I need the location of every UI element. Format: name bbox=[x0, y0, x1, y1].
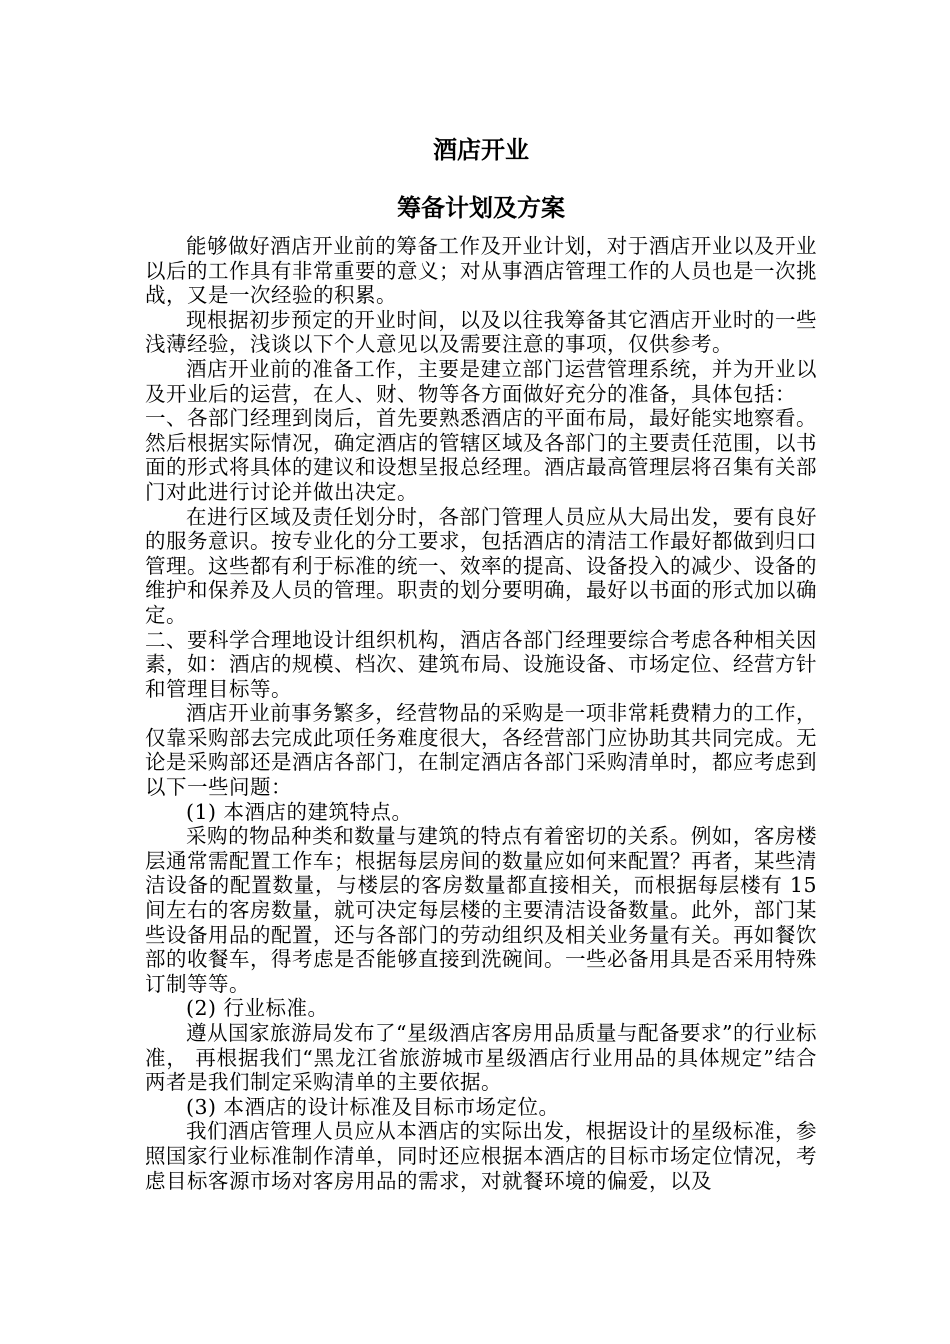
paragraph: 能够做好酒店开业前的筹备工作及开业计划，对于酒店开业以及开业以后的工作具有非常重要的意义；对从事酒店管理工作的人员也是一次挑战，又是一次经验的积累。 bbox=[145, 234, 817, 308]
paragraph: 遵从国家旅游局发布了“星级酒店客房用品质量与配备要求”的行业标准， 再根据我们“黑龙江省旅游城市星级酒店行业用品的具体规定”结合两者是我们制定采购清单的主要依据。 bbox=[145, 1021, 817, 1095]
paragraph: 采购的物品种类和数量与建筑的特点有着密切的关系。例如，客房楼层通常需配置工作车；根据每层房间的数量应如何来配置？再者，某些清洁设备的配置数量，与楼层的客房数量都直接相关，而根据每层楼有 15 间左右的客房数量，就可决定每层楼的主要清洁设备数量。此外，部门某些设备用品的配置，还与各部门的劳动组织及相关业务量有关。再如餐饮部的收餐车，得考虑是否能够直接到洗碗间。一些必备用具是否采用特殊订制等等。 bbox=[145, 824, 817, 996]
paragraph: (1) 本酒店的建筑特点。 bbox=[186, 799, 413, 824]
paragraph: 酒店开业前事务繁多，经营物品的采购是一项非常耗费精力的工作，仅靠采购部去完成此项任务难度很大，各经营部门应协助其共同完成。无论是采购部还是酒店各部门，在制定酒店各部门采购清单时，都应考虑到以下一些问题： bbox=[145, 701, 817, 800]
paragraph: (3) 本酒店的设计标准及目标市场定位。 bbox=[186, 1094, 560, 1119]
paragraph: (2) 行业标准。 bbox=[186, 996, 329, 1021]
document-body bbox=[145, 234, 817, 1193]
document-title: 酒店开业 bbox=[433, 136, 529, 164]
paragraph: 酒店开业前的准备工作，主要是建立部门运营管理系统，并为开业以及开业后的运营，在人、财、物等各方面做好充分的准备，具体包括： bbox=[145, 356, 817, 406]
paragraph: 在进行区域及责任划分时，各部门管理人员应从大局出发，要有良好的服务意识。按专业化的分工要求，包括酒店的清洁工作最好都做到归口管理。这些都有利于标准的统一、效率的提高、设备投入的减少、设备的维护和保养及人员的管理。职责的划分要明确，最好以书面的形式加以确定。 bbox=[145, 504, 817, 627]
paragraph: 现根据初步预定的开业时间，以及以往我筹备其它酒店开业时的一些浅薄经验，浅谈以下个人意见以及需要注意的事项，仅供参考。 bbox=[145, 307, 817, 357]
paragraph: 我们酒店管理人员应从本酒店的实际出发，根据设计的星级标准，参照国家行业标准制作清单，同时还应根据本酒店的目标市场定位情况，考虑目标客源市场对客房用品的需求，对就餐环境的偏爱，以及 bbox=[145, 1119, 817, 1193]
paragraph: 二、要科学合理地设计组织机构，酒店各部门经理要综合考虑各种相关因素，如：酒店的规模、档次、建筑布局、设施设备、市场定位、经营方针和管理目标等。 bbox=[145, 627, 817, 701]
paragraph: 一、各部门经理到岗后，首先要熟悉酒店的平面布局，最好能实地察看。然后根据实际情况，确定酒店的管辖区域及各部门的主要责任范围，以书面的形式将具体的建议和设想呈报总经理。酒店最高管理层将召集有关部门对此进行讨论并做出决定。 bbox=[145, 406, 817, 504]
document-page bbox=[145, 128, 817, 1193]
document-subtitle: 筹备计划及方案 bbox=[397, 194, 565, 222]
